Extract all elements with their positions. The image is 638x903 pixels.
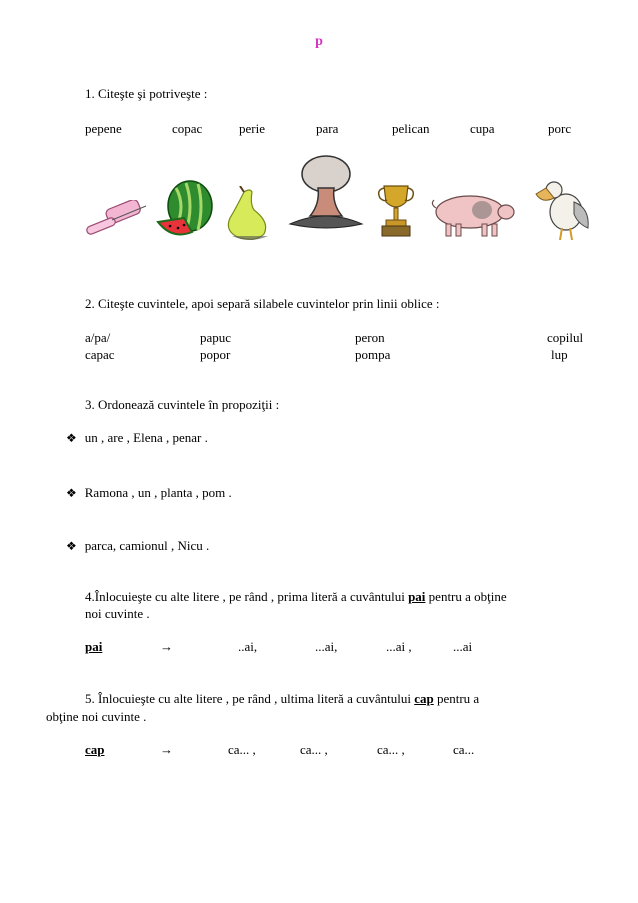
ex1-heading: 1. Citeşte şi potriveşte :: [85, 86, 208, 101]
word-para: para: [316, 121, 339, 136]
mushroom-cloud-icon: [284, 152, 368, 232]
pear-icon: [220, 186, 274, 242]
word-copac: copac: [172, 121, 203, 136]
diamond-bullet-icon: ❖: [66, 486, 77, 500]
word-pelican: pelican: [392, 121, 430, 136]
brush-icon: [84, 200, 154, 242]
arrow-icon: →: [160, 742, 173, 757]
ex5-heading-line2: obţine noi cuvinte .: [46, 709, 147, 724]
ex5-word: cap: [85, 742, 105, 757]
ex4-blank: ...ai,: [315, 639, 338, 654]
ex2-word: capac: [85, 347, 115, 362]
ex3-heading: 3. Ordonează cuvintele în propoziţii :: [85, 397, 280, 412]
ex5-blank: ca... ,: [228, 742, 256, 757]
ex4-heading: 4.Înlocuieşte cu alte litere , pe rând , prima literă a cuvântului pai pentru a obţine: [85, 589, 507, 604]
word-perie: perie: [239, 121, 265, 136]
word-porc: porc: [548, 121, 572, 136]
list-item: ❖ Ramona , un , planta , pom .: [66, 485, 232, 500]
diamond-bullet-icon: ❖: [66, 539, 77, 553]
ex2-word: peron: [355, 330, 385, 345]
ex5-blank: ca... ,: [300, 742, 328, 757]
ex4-blank: ...ai: [453, 639, 473, 654]
word-pepene: pepene: [85, 121, 122, 136]
list-item: ❖ parca, camionul , Nicu .: [66, 538, 210, 553]
ex2-heading: 2. Citeşte cuvintele, apoi separă silabele cuvintelor prin linii oblice :: [85, 296, 440, 311]
ex2-word: lup: [551, 347, 568, 362]
ex5-blank: ca...: [453, 742, 475, 757]
ex5-heading: 5. Înlocuieşte cu alte litere , pe rând , ultima literă a cuvântului cap pentru a: [85, 691, 480, 706]
ex2-word: copilul: [547, 330, 584, 345]
list-item: ❖ un , are , Elena , penar .: [66, 430, 208, 445]
ex4-heading-line2: noi cuvinte .: [85, 606, 150, 621]
word-cupa: cupa: [470, 121, 495, 136]
ex2-word: pompa: [355, 347, 391, 362]
ex2-word: popor: [200, 347, 231, 362]
ex4-word: pai: [85, 639, 103, 654]
trophy-cup-icon: [376, 182, 416, 240]
pelican-icon: [534, 178, 592, 242]
page-title: p: [315, 34, 323, 49]
diamond-bullet-icon: ❖: [66, 431, 77, 445]
ex2-word: papuc: [200, 330, 232, 345]
ex5-blank: ca... ,: [377, 742, 405, 757]
ex2-word: a/pa/: [85, 330, 111, 345]
watermelon-icon: [156, 178, 218, 240]
ex4-blank: ...ai ,: [386, 639, 412, 654]
arrow-icon: →: [160, 639, 173, 654]
ex4-blank: ..ai,: [238, 639, 258, 654]
pig-icon: [426, 190, 516, 240]
